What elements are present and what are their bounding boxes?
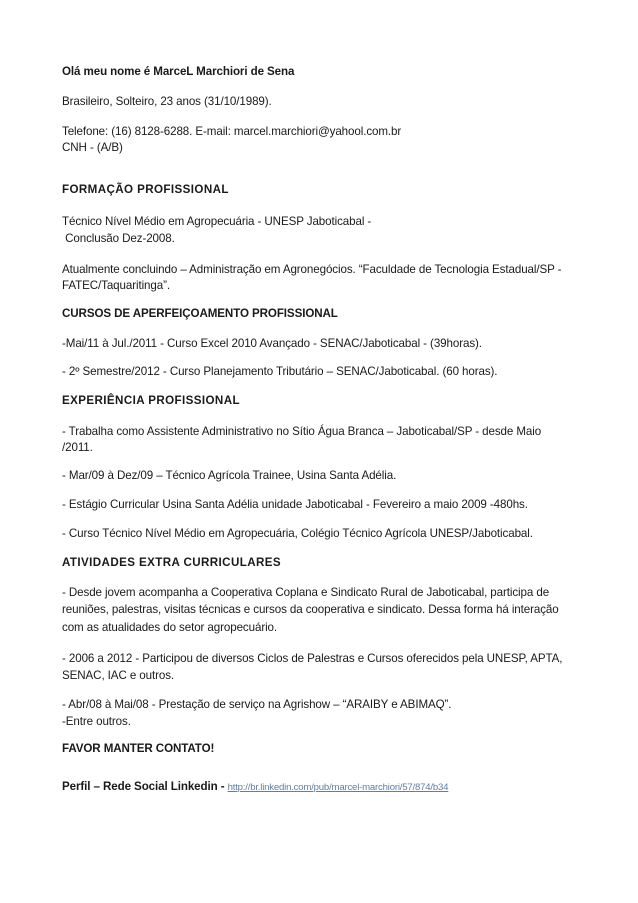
experiencia-item: - Mar/09 à Dez/09 – Técnico Agrícola Trainee, Usina Santa Adélia. [62,469,397,482]
linkedin-label: Perfil – Rede Social Linkedin - [62,780,228,793]
atividade-item: com as atualidades do setor agropecuário. [62,621,278,634]
linkedin-url-link[interactable]: http://br.linkedin.com/pub/marcel-marchiori/57/874/b34 [227,782,449,793]
driver-license: CNH - (A/B) [62,141,123,154]
linkedin-profile-line [62,779,448,795]
atividade-item: -Entre outros. [62,715,131,728]
curso-item: -Mai/11 à Jul./2011 - Curso Excel 2010 Avançado - SENAC/Jaboticabal - (39horas). [62,337,482,350]
curso-item: - 2º Semestre/2012 - Curso Planejamento Tributário – SENAC/Jaboticabal. (60 horas). [62,365,498,378]
experiencia-item: - Curso Técnico Nível Médio em Agropecuária, Colégio Técnico Agrícola UNESP/Jaboticabal. [62,527,533,540]
atividade-item: - Desde jovem acompanha a Cooperativa Coplana e Sindicato Rural de Jaboticabal, participa de [62,586,550,599]
contact-note: FAVOR MANTER CONTATO! [62,742,215,755]
personal-info: Brasileiro, Solteiro, 23 anos (31/10/1989). [62,95,272,108]
name-line: Olá meu nome é MarceL Marchiori de Sena [62,65,295,78]
experiencia-item: - Estágio Curricular Usina Santa Adélia unidade Jaboticabal - Fevereiro a maio 2009 -480hs. [62,498,528,511]
atividade-item: SENAC, IAC e outros. [62,669,175,682]
experiencia-item: /2011. [62,441,93,454]
contact-info: Telefone: (16) 8128-6288. E-mail: marcel.marchiori@yahool.com.br [62,125,402,138]
atividade-item: - Abr/08 à Mai/08 - Prestação de serviço na Agrishow – “ARAIBY e ABIMAQ”. [62,698,452,711]
section-title-experiencia: EXPERIÊNCIA PROFISSIONAL [62,394,240,407]
section-title-formacao: FORMAÇÃO PROFISSIONAL [62,183,229,196]
experiencia-item: - Trabalha como Assistente Administrativo no Sítio Água Branca – Jaboticabal/SP - desde Maio [62,425,542,438]
formacao-line: Atualmente concluindo – Administração em Agronegócios. “Faculdade de Tecnologia Estadual/SP - [62,263,562,276]
section-title-cursos: CURSOS DE APERFEIÇOAMENTO PROFISSIONAL [62,307,338,320]
formacao-line: Técnico Nível Médio em Agropecuária - UNESP Jaboticabal - [62,215,372,228]
atividade-item: reuniões, palestras, visitas técnicas e cursos da cooperativa e sindicato. Dessa forma há interação [62,603,559,616]
formacao-line: Conclusão Dez-2008. [62,232,175,245]
section-title-atividades: ATIVIDADES EXTRA CURRICULARES [62,556,282,569]
formacao-line: FATEC/Taquaritinga”. [62,279,170,292]
atividade-item: - 2006 a 2012 - Participou de diversos Ciclos de Palestras e Cursos oferecidos pela UNESP, APTA, [62,652,563,665]
